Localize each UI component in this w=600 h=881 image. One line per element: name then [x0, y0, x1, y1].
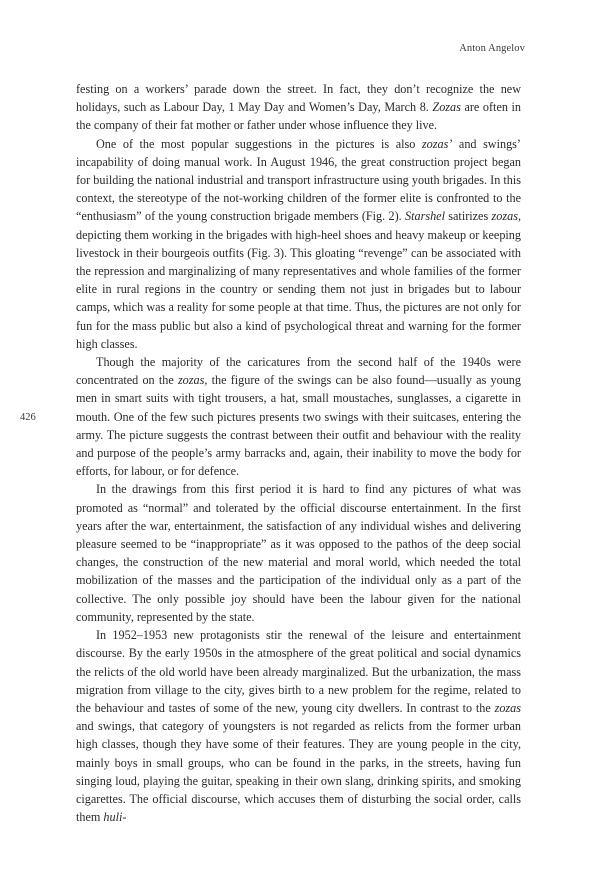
italic-term: zozas: [177, 373, 205, 388]
italic-term: zozas: [494, 700, 521, 715]
text-run: and swings, that category of youngsters is not regarded as relicts from the former urban high classes, though they have some of their features. They are young people in the city, mainly boys in small groups, who can be found in the parks, in the streets, having fun singing loud, playing the guitar, speaking in their own slang, drinking spirits, and smoking cigarettes. The official discourse, which accuses them of disturbing the social order, calls them: [76, 719, 521, 825]
text-run: and swings’ incapability of doing manual work. In August 1946, the great construction project began for building the national industrial and transport infrastructure using youth brigades. In this context, the stereotype of the not-working children of the former elite is confronted to the “enthusiasm” of the young construction brigade members (Fig. 2).: [76, 136, 521, 224]
text-run: In the drawings from this first period it is hard to find any pictures of what was promoted as “normal” and tolerated by the official discourse entertainment. In the first years after the war, entertainment, the satisfaction of any individual wishes and delivering pleasure seemed to be “inappropriate” as it was opposed to the pathos of the deep social changes, the construction of the new material and moral world, which needed the total mobilization of the masses and the participation of the individual only as a part of the collective. The only possible joy should have been the labour given for the national community, represented by the state.: [76, 482, 521, 624]
text-run: are often in the company of their fat mother or father under whose influence they live.: [76, 100, 521, 133]
body-text: [76, 80, 521, 826]
text-run: festing on a workers’ parade down the street. In fact, they don’t recognize the new holidays, such as Labour Day, 1 May Day and Women’s Day, March 8.: [76, 82, 521, 115]
paragraph-3: [76, 353, 521, 480]
page-number: 426: [20, 412, 36, 423]
paragraph-4: [76, 480, 521, 626]
text-run: Though the majority of the caricatures from the second half of the 1940s were concentrated on the: [76, 355, 521, 388]
text-run: , depicting them working in the brigades with high-heel shoes and heavy makeup or keeping livestock in their bourgeois outfits (Fig. 3). This gloating “revenge” can be associated with the repression and marginalizing of many representatives and whole families of the former elite in rural regions in the country or sending them not just in brigades but to labour camps, which was a reality for some people at that time. Thus, the pictures are not only for fun for the mass public but also a kind of psychological threat and warning for the former high classes.: [76, 209, 521, 351]
italic-term: Starshel: [405, 209, 445, 224]
italic-term: Zozas: [432, 100, 461, 115]
paragraph-2: [76, 135, 521, 353]
italic-term: zozas: [491, 209, 518, 224]
paragraph-1: [76, 80, 521, 135]
text-run: , the figure of the swings can be also found—usually as young men in smart suits with tight trousers, a hat, small moustaches, sunglasses, a cigarette in mouth. One of the few such pictures presents two swings with their suitcases, entering the army. The picture suggests the contrast between their outfit and behaviour with the reality and purpose of the people’s army barracks and, again, their inability to move the body for efforts, for labour, or for defence.: [76, 373, 521, 479]
paragraph-5: [76, 626, 521, 826]
text-run: One of the most popular suggestions in the pictures is also: [96, 136, 422, 151]
italic-term: huli-: [103, 810, 127, 825]
text-run: In 1952–1953 new protagonists stir the renewal of the leisure and entertainment discourse. By the early 1950s in the atmosphere of the great political and social dynamics the relicts of the old world have been already marginalized. But the urbanization, the mass migration from village to the city, gives birth to a new problem for the regime, related to the behaviour and tastes of some of the new, young city dwellers. In contrast to the: [76, 628, 521, 715]
italic-term: zozas’: [421, 136, 453, 151]
text-run: satirizes: [444, 209, 492, 224]
running-head-author: Anton Angelov: [459, 43, 525, 54]
